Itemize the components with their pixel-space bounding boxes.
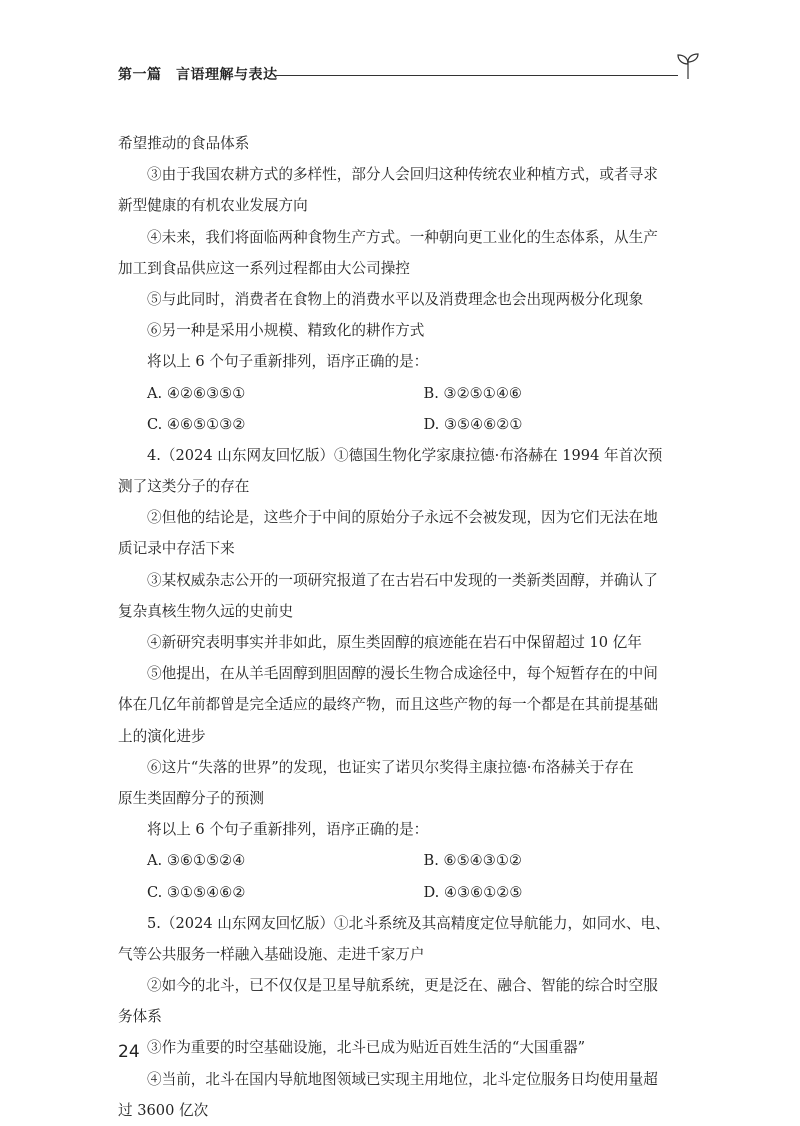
section-title: 第一篇 言语理解与表达 xyxy=(118,67,278,83)
text-line: 复杂真核生物久远的史前史 xyxy=(118,602,294,620)
text-line: 新型健康的有机农业发展方向 xyxy=(118,197,308,215)
question-4-start: 4.（2024 山东网友回忆版）①德国生物化学家康拉德·布洛赫在 1994 年首次预 xyxy=(147,446,663,464)
page-number: 24 xyxy=(118,1042,140,1062)
text-line: ⑥这片“失落的世界”的发现，也证实了诺贝尔奖得主康拉德·布洛赫关于存在 xyxy=(147,758,634,776)
text-line: ④未来，我们将面临两种食物生产方式。一种朝向更工业化的生态体系，从生产 xyxy=(147,228,658,246)
option-d: D. ④③⑥①②⑤ xyxy=(423,883,523,901)
text-line: 测了这类分子的存在 xyxy=(118,478,250,496)
option-d: D. ③⑤④⑥②① xyxy=(423,415,523,433)
text-line: ③作为重要的时空基础设施，北斗已成为贴近百姓生活的“大国重器” xyxy=(147,1039,586,1057)
header-rule xyxy=(276,75,678,76)
page-body xyxy=(118,128,700,1126)
text-line: 质记录中存活下来 xyxy=(118,540,235,558)
option-a: A. ③⑥①⑤②④ xyxy=(147,852,246,870)
text-line: ④新研究表明事实并非如此，原生类固醇的痕迹能在岩石中保留超过 10 亿年 xyxy=(147,634,642,651)
text-line: 务体系 xyxy=(118,1008,162,1026)
question-prompt: 将以上 6 个句子重新排列，语序正确的是： xyxy=(147,821,429,839)
text-line: ⑥另一种是采用小规模、精致化的耕作方式 xyxy=(147,322,425,340)
text-line: 体在几亿年前都曾是完全适应的最终产物，而且这些产物的每一个都是在其前提基础 xyxy=(118,696,658,714)
text-line: 希望推动的食品体系 xyxy=(118,135,250,152)
options-row xyxy=(118,378,700,409)
text-line: 气等公共服务一样融入基础设施、走进千家万户 xyxy=(118,945,425,963)
text-line: ③由于我国农耕方式的多样性，部分人会回归这种传统农业种植方式，或者寻求 xyxy=(147,166,658,184)
text-line: ②但他的结论是，这些介于中间的原始分子永远不会被发现，因为它们无法在地 xyxy=(147,509,658,527)
text-line: ⑤与此同时，消费者在食物上的消费水平以及消费理念也会出现两极分化现象 xyxy=(147,290,644,308)
text-line: 加工到食品供应这一系列过程都由大公司操控 xyxy=(118,259,410,277)
sprout-icon xyxy=(676,52,700,80)
text-line: 上的演化进步 xyxy=(118,727,206,745)
question-5-start: 5.（2024 山东网友回忆版）①北斗系统及其高精度定位导航能力，如同水、电、 xyxy=(147,914,670,932)
running-header xyxy=(118,60,700,88)
text-line: ③某权威杂志公开的一项研究报道了在古岩石中发现的一类新类固醇，并确认了 xyxy=(147,571,658,589)
option-b: B. ⑥⑤④③①② xyxy=(423,852,523,870)
question-prompt: 将以上 6 个句子重新排列，语序正确的是： xyxy=(147,353,429,371)
option-b: B. ③②⑤①④⑥ xyxy=(423,384,523,402)
option-c: C. ③①⑤④⑥② xyxy=(147,883,246,901)
text-line: 过 3600 亿次 xyxy=(118,1101,209,1119)
text-line: ②如今的北斗，已不仅仅是卫星导航系统，更是泛在、融合、智能的综合时空服 xyxy=(147,977,658,995)
options-row xyxy=(118,845,700,876)
options-row xyxy=(118,877,700,908)
options-row xyxy=(118,409,700,440)
text-line: 原生类固醇分子的预测 xyxy=(118,789,264,807)
option-c: C. ④⑥⑤①③② xyxy=(147,415,246,433)
option-a: A. ④②⑥③⑤① xyxy=(147,384,246,402)
text-line: ④当前，北斗在国内导航地图领域已实现主用地位，北斗定位服务日均使用量超 xyxy=(147,1070,658,1088)
text-line: ⑤他提出，在从羊毛固醇到胆固醇的漫长生物合成途径中，每个短暂存在的中间 xyxy=(147,665,658,683)
